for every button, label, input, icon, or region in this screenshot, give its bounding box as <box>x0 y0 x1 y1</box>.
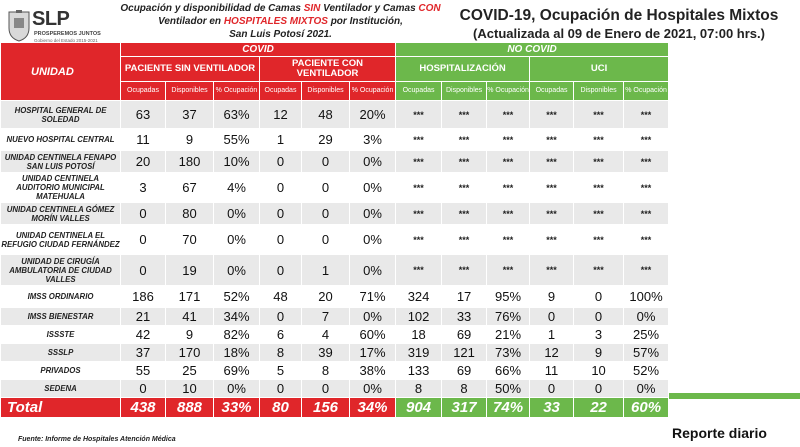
table-cell: 0 <box>530 380 574 398</box>
table-cell: 133 <box>396 362 442 380</box>
total-cell: 74% <box>487 398 530 418</box>
table-cell: *** <box>530 225 574 255</box>
table-cell: 11 <box>530 362 574 380</box>
table-row <box>1 101 669 129</box>
table-cell: 71% <box>350 286 396 308</box>
table-cell: 52% <box>624 362 669 380</box>
table-cell: 41 <box>166 308 214 326</box>
table-cell: 8 <box>260 344 302 362</box>
subtitle-part: por Institución, <box>327 16 403 27</box>
subtitle-con: CON <box>418 3 441 14</box>
table-cell: 3 <box>574 326 624 344</box>
table-row <box>1 286 669 308</box>
table-row <box>1 326 669 344</box>
table-cell: *** <box>442 173 487 203</box>
table-cell: 12 <box>260 101 302 129</box>
total-row <box>1 398 669 418</box>
table-row <box>1 344 669 362</box>
title-line1: COVID-19, Ocupación de Hospitales Mixtos <box>459 7 779 24</box>
table-cell: *** <box>530 101 574 129</box>
table-cell: 20% <box>350 101 396 129</box>
unit-name: UNIDAD CENTINELA EL REFUGIO CIUDAD FERNÁNDEZ <box>1 225 121 255</box>
table-cell: 3% <box>350 129 396 151</box>
table-cell: 63 <box>121 101 166 129</box>
table-cell: 17% <box>350 344 396 362</box>
table-cell: 180 <box>166 151 214 173</box>
table-cell: 25 <box>166 362 214 380</box>
table-cell: 1 <box>302 255 350 286</box>
column-header: Disponibles <box>302 82 350 101</box>
total-label: Total <box>1 398 121 418</box>
table-cell: *** <box>530 151 574 173</box>
table-cell: 42 <box>121 326 166 344</box>
unit-name: UNIDAD CENTINELA FENAPO SAN LUIS POTOSÍ <box>1 151 121 173</box>
table-cell: 0 <box>302 173 350 203</box>
table-cell: 67 <box>166 173 214 203</box>
covid-header: COVID <box>121 43 396 57</box>
table-cell: *** <box>442 101 487 129</box>
table-cell: 52% <box>214 286 260 308</box>
table-cell: 19 <box>166 255 214 286</box>
table-cell: 29 <box>302 129 350 151</box>
table-cell: 9 <box>166 129 214 151</box>
table-cell: *** <box>396 225 442 255</box>
table-cell: 0 <box>302 225 350 255</box>
table-cell: *** <box>574 129 624 151</box>
table-cell: 12 <box>530 344 574 362</box>
table-cell: *** <box>487 173 530 203</box>
table-cell: *** <box>442 203 487 225</box>
table-cell: 0 <box>574 308 624 326</box>
table-cell: 3 <box>121 173 166 203</box>
table-cell: *** <box>487 101 530 129</box>
table-cell: 63% <box>214 101 260 129</box>
table-cell: 0 <box>260 151 302 173</box>
table-cell: 95% <box>487 286 530 308</box>
table-cell: *** <box>442 225 487 255</box>
table-cell: 6 <box>260 326 302 344</box>
table-cell: 21 <box>121 308 166 326</box>
table-row <box>1 129 669 151</box>
table-cell: *** <box>396 101 442 129</box>
unit-name: UNIDAD CENTINELA GÓMEZ MORÍN VALLES <box>1 203 121 225</box>
total-cell: 60% <box>624 398 669 418</box>
unit-name: ISSSTE <box>1 326 121 344</box>
table-cell: 1 <box>260 129 302 151</box>
column-header: Disponibles <box>442 82 487 101</box>
table-cell: 0% <box>624 380 669 398</box>
table-cell: *** <box>396 173 442 203</box>
table-cell: 100% <box>624 286 669 308</box>
con-ventilador-header: PACIENTE CON VENTILADOR <box>260 57 396 82</box>
table-cell: 5 <box>260 362 302 380</box>
table-cell: *** <box>574 151 624 173</box>
table-cell: 18% <box>214 344 260 362</box>
table-row <box>1 203 669 225</box>
table-row <box>1 225 669 255</box>
table-cell: *** <box>530 129 574 151</box>
table-cell: *** <box>624 255 669 286</box>
table-cell: 0 <box>121 225 166 255</box>
table-cell: *** <box>530 173 574 203</box>
table-cell: 18 <box>396 326 442 344</box>
table-cell: 33 <box>442 308 487 326</box>
table-cell: 0 <box>574 286 624 308</box>
table-cell: *** <box>487 151 530 173</box>
table-cell: 0% <box>214 203 260 225</box>
column-header: Ocupadas <box>260 82 302 101</box>
table-cell: *** <box>487 203 530 225</box>
table-cell: 9 <box>530 286 574 308</box>
unit-name: IMSS BIENESTAR <box>1 308 121 326</box>
total-cell: 156 <box>302 398 350 418</box>
table-cell: 69% <box>214 362 260 380</box>
table-cell: 0% <box>350 203 396 225</box>
total-cell: 438 <box>121 398 166 418</box>
logo <box>4 6 122 46</box>
table-cell: 80 <box>166 203 214 225</box>
column-header: Ocupadas <box>121 82 166 101</box>
table-cell: 55 <box>121 362 166 380</box>
logo-sub: Gobierno del Estado 2015-2021 <box>34 38 98 43</box>
subtitle-part: San Luis Potosí 2021. <box>229 29 332 40</box>
table-cell: 9 <box>166 326 214 344</box>
no-covid-header: NO COVID <box>396 43 669 57</box>
column-header: % Ocupación <box>624 82 669 101</box>
table-cell: 34% <box>214 308 260 326</box>
table-cell: 69 <box>442 326 487 344</box>
table-cell: 20 <box>302 286 350 308</box>
table-cell: 0% <box>624 308 669 326</box>
total-cell: 904 <box>396 398 442 418</box>
column-header: Ocupadas <box>530 82 574 101</box>
table-cell: *** <box>530 255 574 286</box>
table-cell: 1 <box>530 326 574 344</box>
total-cell: 80 <box>260 398 302 418</box>
table-cell: 0% <box>350 380 396 398</box>
table-cell: 171 <box>166 286 214 308</box>
table-cell: *** <box>574 255 624 286</box>
column-header: Disponibles <box>166 82 214 101</box>
source-note: Fuente: Informe de Hospitales Atención Médica <box>18 436 176 443</box>
table-cell: 8 <box>442 380 487 398</box>
table-cell: *** <box>487 255 530 286</box>
table-cell: *** <box>624 203 669 225</box>
table-cell: 0% <box>214 380 260 398</box>
total-cell: 33% <box>214 398 260 418</box>
table-cell: 82% <box>214 326 260 344</box>
table-cell: 39 <box>302 344 350 362</box>
unit-name: IMSS ORDINARIO <box>1 286 121 308</box>
table-cell: *** <box>530 203 574 225</box>
table-cell: 37 <box>121 344 166 362</box>
table-cell: *** <box>396 151 442 173</box>
table-cell: 0 <box>574 380 624 398</box>
unit-name: SSSLP <box>1 344 121 362</box>
table-cell: *** <box>442 151 487 173</box>
table-cell: 102 <box>396 308 442 326</box>
table-cell: *** <box>574 101 624 129</box>
table-cell: 0% <box>350 308 396 326</box>
table-cell: 0 <box>260 308 302 326</box>
unit-name: UNIDAD CENTINELA AUDITORIO MUNICIPAL MATEHUALA <box>1 173 121 203</box>
table-cell: 25% <box>624 326 669 344</box>
table-cell: 0 <box>121 380 166 398</box>
table-cell: 4 <box>302 326 350 344</box>
table-cell: *** <box>624 173 669 203</box>
table-cell: 4% <box>214 173 260 203</box>
table-cell: 38% <box>350 362 396 380</box>
table-cell: 0 <box>260 380 302 398</box>
uci-header: UCI <box>530 57 669 82</box>
table-cell: 8 <box>302 362 350 380</box>
coat-of-arms-icon <box>6 8 32 42</box>
column-header: Disponibles <box>574 82 624 101</box>
table-cell: 0% <box>214 255 260 286</box>
subtitle-part: Ventilador en <box>158 16 224 27</box>
table-cell: 0 <box>260 255 302 286</box>
hospitalizacion-header: HOSPITALIZACIÓN <box>396 57 530 82</box>
total-cell: 22 <box>574 398 624 418</box>
table-cell: *** <box>396 255 442 286</box>
table-cell: *** <box>442 255 487 286</box>
table-cell: 55% <box>214 129 260 151</box>
table-cell: 70 <box>166 225 214 255</box>
table-cell: 0% <box>214 225 260 255</box>
unit-name: NUEVO HOSPITAL CENTRAL <box>1 129 121 151</box>
table-cell: 50% <box>487 380 530 398</box>
total-cell: 888 <box>166 398 214 418</box>
table-cell: 0% <box>350 255 396 286</box>
table-cell: 73% <box>487 344 530 362</box>
table-cell: 11 <box>121 129 166 151</box>
table-row <box>1 255 669 286</box>
table-cell: 57% <box>624 344 669 362</box>
unit-name: SEDENA <box>1 380 121 398</box>
table-cell: 10 <box>166 380 214 398</box>
table-cell: *** <box>396 203 442 225</box>
table-cell: 9 <box>574 344 624 362</box>
table-cell: 48 <box>302 101 350 129</box>
table-cell: *** <box>624 225 669 255</box>
table-cell: 0 <box>260 203 302 225</box>
table-cell: 21% <box>487 326 530 344</box>
column-header: Ocupadas <box>396 82 442 101</box>
subtitle-hosp: HOSPITALES MIXTOS <box>223 16 328 27</box>
table-cell: 20 <box>121 151 166 173</box>
sin-ventilador-header: PACIENTE SIN VENTILADOR <box>121 57 260 82</box>
column-header: % Ocupación <box>487 82 530 101</box>
unidad-header: UNIDAD <box>1 43 121 101</box>
subtitle-part: Ventilador y Camas <box>320 3 419 14</box>
table-cell: *** <box>487 225 530 255</box>
unit-name: PRIVADOS <box>1 362 121 380</box>
table-row <box>1 362 669 380</box>
table-cell: 0 <box>302 203 350 225</box>
table-cell: 10% <box>214 151 260 173</box>
table-cell: 76% <box>487 308 530 326</box>
subtitle <box>118 2 443 41</box>
table-cell: 0 <box>302 380 350 398</box>
table-cell: 17 <box>442 286 487 308</box>
table-cell: 69 <box>442 362 487 380</box>
total-cell: 34% <box>350 398 396 418</box>
table-cell: *** <box>624 151 669 173</box>
table-cell: 0 <box>530 308 574 326</box>
report-label: Reporte diario <box>672 425 767 441</box>
table-cell: 7 <box>302 308 350 326</box>
occupancy-table <box>0 42 669 418</box>
table-cell: 186 <box>121 286 166 308</box>
table-row <box>1 173 669 203</box>
table-cell: 48 <box>260 286 302 308</box>
table-cell: 121 <box>442 344 487 362</box>
unit-name: UNIDAD DE CIRUGÍA AMBULATORIA DE CIUDAD VALLES <box>1 255 121 286</box>
column-header: % Ocupación <box>214 82 260 101</box>
table-cell: 0 <box>260 173 302 203</box>
table-cell: *** <box>624 129 669 151</box>
table-cell: 319 <box>396 344 442 362</box>
table-cell: 0% <box>350 173 396 203</box>
table-row <box>1 151 669 173</box>
page-title <box>440 6 798 42</box>
total-cell: 317 <box>442 398 487 418</box>
table-cell: 10 <box>574 362 624 380</box>
title-line2: (Actualizada al 09 de Enero de 2021, 07:00 hrs.) <box>473 26 765 41</box>
total-cell: 33 <box>530 398 574 418</box>
table-cell: 60% <box>350 326 396 344</box>
subtitle-part: Ocupación y disponibilidad de Camas <box>120 3 304 14</box>
table-cell: 0% <box>350 225 396 255</box>
table-cell: *** <box>574 203 624 225</box>
table-cell: 0 <box>260 225 302 255</box>
table-cell: 170 <box>166 344 214 362</box>
table-cell: *** <box>574 173 624 203</box>
table-cell: 0 <box>121 203 166 225</box>
table-cell: 66% <box>487 362 530 380</box>
logo-name: SLP <box>32 8 70 30</box>
table-cell: 0% <box>350 151 396 173</box>
table-cell: 37 <box>166 101 214 129</box>
table-row <box>1 308 669 326</box>
logo-tagline: PROSPEREMOS JUNTOS <box>34 31 101 37</box>
subtitle-sin: SIN <box>303 3 321 14</box>
column-header: % Ocupación <box>350 82 396 101</box>
table-cell: 0 <box>121 255 166 286</box>
table-cell: 324 <box>396 286 442 308</box>
table-cell: *** <box>624 101 669 129</box>
table-cell: 8 <box>396 380 442 398</box>
table-row <box>1 380 669 398</box>
unit-name: HOSPITAL GENERAL DE SOLEDAD <box>1 101 121 129</box>
table-cell: *** <box>574 225 624 255</box>
table-cell: *** <box>442 129 487 151</box>
table-cell: 0 <box>302 151 350 173</box>
table-cell: *** <box>487 129 530 151</box>
table-cell: *** <box>396 129 442 151</box>
